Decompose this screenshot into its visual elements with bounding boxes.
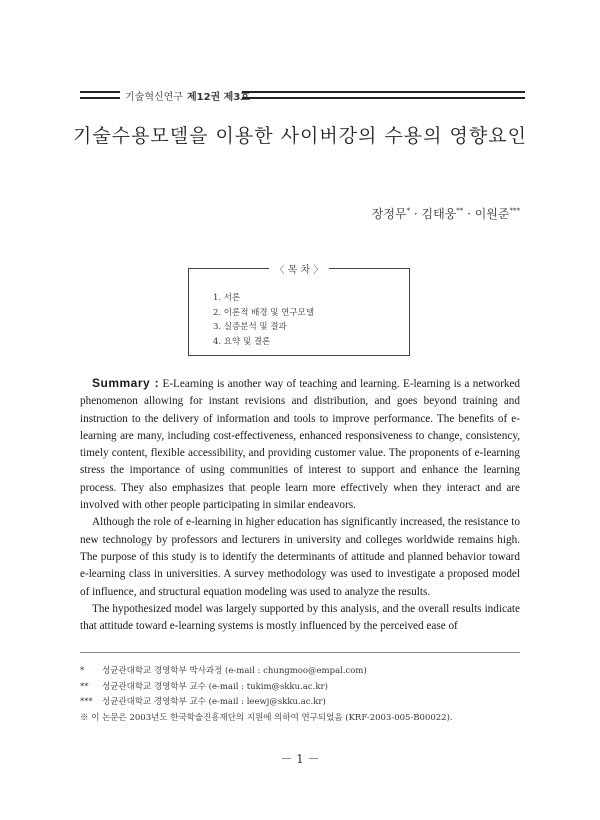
toc-item: 4. 요약 및 결론 <box>213 336 271 347</box>
toc-item: 1. 서론 <box>213 293 241 303</box>
table-of-contents <box>188 265 410 356</box>
author-name: 김태웅 <box>421 207 457 221</box>
footnote-mark: ** <box>80 681 89 692</box>
footnote <box>80 680 520 696</box>
toc-item: 3. 실증분석 및 결과 <box>213 322 287 332</box>
paper-title: 기술수용모델을 이용한 사이버강의 수용의 영향요인 <box>73 125 527 147</box>
abstract-paragraph: Although the role of e-learning in higher education has significantly increased, the resistance to new technology by professors and lecturers in university and colleges worldwide remains high. The purpose of this study is to identify the determinants of attitude and planned behavior toward e-learning class in universities. A survey methodology was used to investigate a proposed model of influence, and structural equation modeling was used to analyze the results. <box>80 516 520 598</box>
footnote-mark: ※ <box>80 712 89 723</box>
footnote-mark: * <box>80 666 85 676</box>
journal-issue: 제12권 제3호 <box>186 92 250 103</box>
toc-list <box>213 291 314 349</box>
author-mark: *** <box>509 207 520 215</box>
header-rule-right <box>242 91 525 99</box>
author-mark: * <box>406 207 411 215</box>
footnote <box>80 695 520 711</box>
journal-header <box>80 91 525 103</box>
abstract-text: E-Learning is another way of teaching and learning. E-learning is a networked phenomenon allowing for instant revisions and distribution, and goes beyond training and instruction to the delivery of information and tools to improve performance. The benefits of e-learning are many, including cost-effectiveness, enhanced responsiveness to change, consistency, timely content, flexible accessibility, and providing customer value. The proponents of e-learning stress the importance of using communities of interest to support and enhance the learning process. They also emphasizes that people learn more effectively when they interact and are involved with other people participating in similar endeavors. <box>80 378 520 512</box>
footnote-mark: *** <box>80 697 93 707</box>
footnote-text: 성균관대학교 경영학부 박사과정 (e-mail : chungmoo@empal.com) <box>102 666 367 676</box>
author-separator: · <box>463 207 475 221</box>
abstract <box>80 375 520 635</box>
footnotes <box>80 664 520 726</box>
author-separator: · <box>410 207 422 221</box>
author-name: 이원준 <box>474 207 510 221</box>
page-number: － 1 － <box>280 752 320 766</box>
summary-label: Summary : <box>92 376 160 390</box>
header-rule-left <box>80 91 120 99</box>
footnote-text: 이 논문은 2003년도 한국학술진흥재단의 지원에 의하여 연구되었음 (KRF-2003-005-B00022). <box>91 712 453 723</box>
footnote-divider <box>80 652 520 653</box>
author-mark: ** <box>456 207 464 215</box>
footnote <box>80 664 520 680</box>
toc-title: 〈 목 차 〉 <box>189 261 409 276</box>
abstract-paragraph <box>80 375 520 514</box>
author-name: 장정무 <box>371 207 407 221</box>
footnote-text: 성균관대학교 경영학부 교수 (e-mail : tukim@skku.ac.kr) <box>102 681 328 692</box>
abstract-paragraph: The hypothesized model was largely supported by this analysis, and the overall results indicate that attitude toward e-learning systems is mostly influenced by the perceived ease of <box>80 602 520 633</box>
journal-name <box>125 88 250 103</box>
journal-title: 기술혁신연구 <box>125 92 183 103</box>
funding-note <box>80 711 520 727</box>
footnote-text: 성균관대학교 경영학부 교수 (e-mail : leewj@skku.ac.kr) <box>102 697 326 707</box>
toc-item: 2. 이론적 배경 및 연구모델 <box>213 307 315 318</box>
author-list <box>372 205 520 222</box>
